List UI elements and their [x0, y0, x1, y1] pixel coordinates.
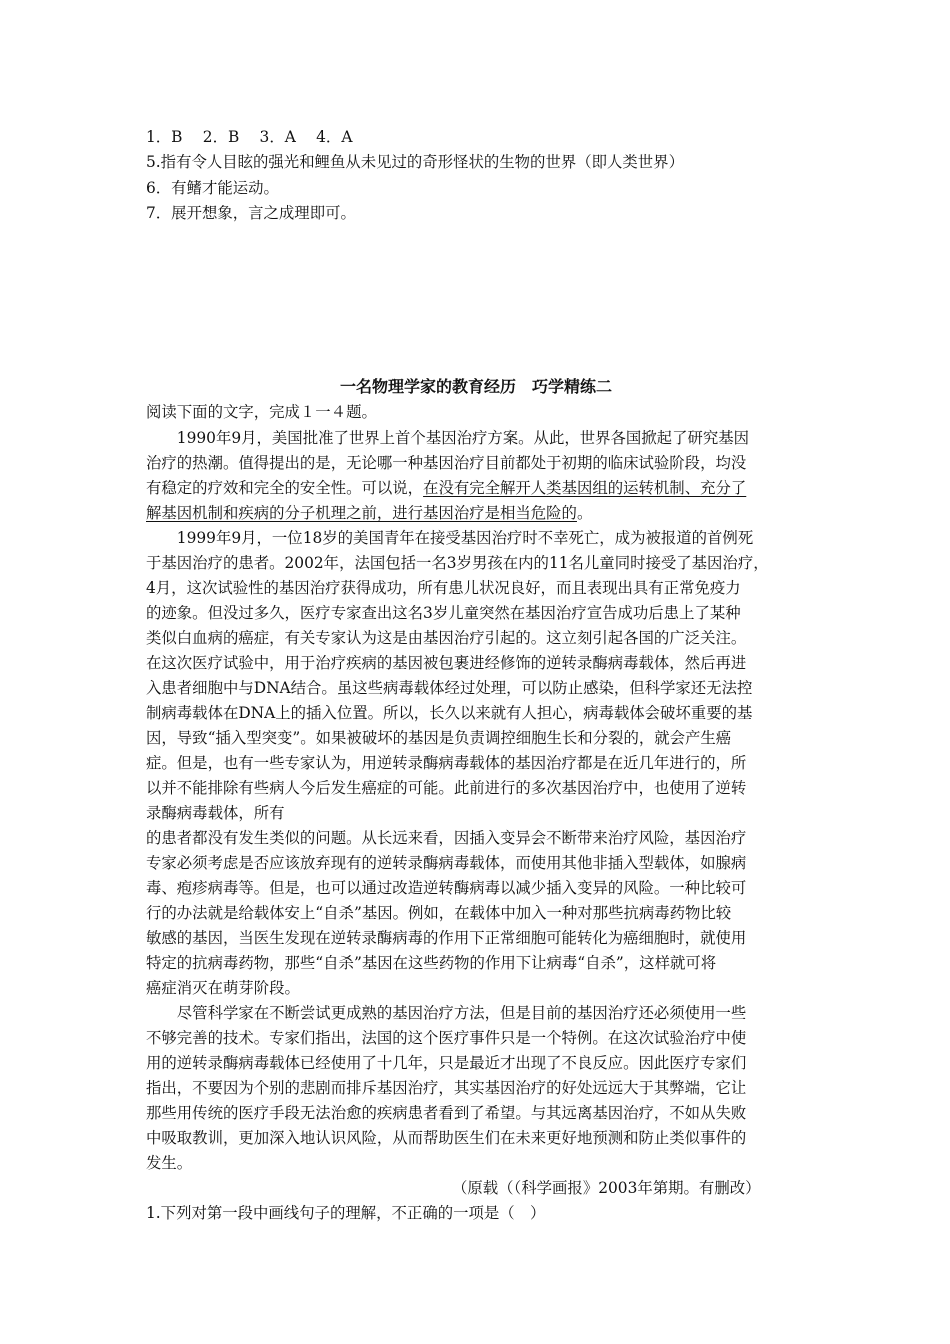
body-line: 的迹象。但没过多久，医疗专家查出这名3岁儿童突然在基因治疗宣告成功后患上了某种: [146, 604, 741, 622]
body-line: 尽管科学家在不断尝试更成熟的基因治疗方法，但是目前的基因治疗还必须使用一些: [146, 1004, 747, 1022]
body-line: [146, 478, 816, 498]
page-title: 一名物理学家的教育经历 巧学精练二: [339, 377, 612, 396]
body-line: 于基因治疗的患者。2002年，法国包括一名3岁男孩在内的11名儿童同时接受了基因治疗，: [146, 554, 769, 572]
body-line: 行的办法就是给载体安上“自杀”基因。例如，在载体中加入一种对那些抗病毒药物比较: [146, 904, 732, 922]
body-line: 用的逆转录酶病毒载体已经使用了十几年，只是最近才出现了不良反应。因此医疗专家们: [146, 1054, 747, 1072]
body-line: 1999年9月，一位18岁的美国青年在接受基因治疗时不幸死亡，成为被报道的首例死: [146, 529, 754, 547]
body-line: 在这次医疗试验中，用于治疗疾病的基因被包裹进经修饰的逆转录酶病毒载体，然后再进: [146, 654, 747, 672]
body-line: 以并不能排除有些病人今后发生癌症的可能。此前进行的多次基因治疗中，也使用了逆转: [146, 779, 747, 797]
underlined-sentence: 解基因机制和疾病的分子机理之前，进行基因治疗是相当危险的: [146, 504, 577, 522]
body-line: 敏感的基因，当医生发现在逆转录酶病毒的作用下正常细胞可能转化为癌细胞时，就使用: [146, 929, 747, 947]
body-line: 发生。: [146, 1154, 193, 1172]
body-line: 毒、疱疹病毒等。但是，也可以通过改造逆转酶病毒以减少插入变异的风险。一种比较可: [146, 879, 747, 897]
body-line: 中吸取教训，更加深入地认识风险，从而帮助医生们在未来更好地预测和防止类似事件的: [146, 1129, 747, 1147]
body-line: 那些用传统的医疗手段无法治愈的疾病患者看到了希望。与其远离基因治疗，不如从失败: [146, 1104, 747, 1122]
body-line: 癌症消灭在萌芽阶段。: [146, 979, 300, 997]
body-line: 入患者细胞中与DNA结合。虽这些病毒载体经过处理，可以防止感染，但科学家还无法控: [146, 679, 753, 697]
body-line: 1990年9月，美国批准了世界上首个基因治疗方案。从此，世界各国掀起了研究基因: [146, 429, 750, 447]
body-line: 专家必须考虑是否应该放弃现有的逆转录酶病毒载体，而使用其他非插入型载体，如腺病: [146, 854, 747, 872]
body-line: 制病毒载体在DNA上的插入位置。所以，长久以来就有人担心，病毒载体会破坏重要的基: [146, 704, 753, 722]
body-line: 症。但是，也有一些专家认为，用逆转录酶病毒载体的基因治疗都是在近几年进行的，所: [146, 754, 747, 772]
body-line: 类似白血病的癌症，有关专家认为这是由基因治疗引起的。这立刻引起各国的广泛关注。: [146, 629, 747, 647]
underlined-sentence: 在没有完全解开人类基因组的运转机制、充分了: [423, 479, 747, 497]
body-text: 有稳定的疗效和完全的安全性。可以说，: [146, 479, 424, 497]
body-line: 治疗的热潮。值得提出的是，无论哪一种基因治疗目前都处于初期的临床试验阶段，均没: [146, 454, 747, 472]
body-text: 。: [576, 504, 593, 522]
body-line: 因，导致“插入型突变”。如果被破坏的基因是负责调控细胞生长和分裂的，就会产生癌: [146, 729, 732, 747]
source-citation: （原载（（科学画报》2003年第期。有删改）: [452, 1179, 761, 1197]
body-line: 4月，这次试验性的基因治疗获得成功，所有患儿状况良好，而且表现出具有正常免疫力: [146, 579, 741, 597]
answer-line-1: 1．B 2．B 3．A 4．A: [146, 128, 353, 146]
question-1: 1.下列对第一段中画线句子的理解，不正确的一项是（ ）: [146, 1204, 546, 1222]
instruction: 阅读下面的文字，完成１一４题。: [146, 403, 377, 421]
answer-line-5: 5.指有令人目眩的强光和鲤鱼从未见过的奇形怪状的生物的世界（即人类世界）: [146, 153, 684, 171]
body-line: 不够完善的技术。专家们指出，法国的这个医疗事件只是一个特例。在这次试验治疗中使: [146, 1029, 747, 1047]
answer-line-7: 7．展开想象，言之成理即可。: [146, 204, 356, 222]
body-line: 指出，不要因为个别的悲剧而排斥基因治疗，其实基因治疗的好处远远大于其弊端，它让: [146, 1079, 747, 1097]
body-line: 特定的抗病毒药物，那些“自杀”基因在这些药物的作用下让病毒“自杀”，这样就可将: [146, 954, 717, 972]
answer-line-6: 6．有鳍才能运动。: [146, 179, 279, 197]
body-line: 的患者都没有发生类似的问题。从长远来看，因插入变异会不断带来治疗风险，基因治疗: [146, 829, 747, 847]
body-line: [146, 503, 816, 523]
body-line: 录酶病毒载体，所有: [146, 804, 285, 822]
